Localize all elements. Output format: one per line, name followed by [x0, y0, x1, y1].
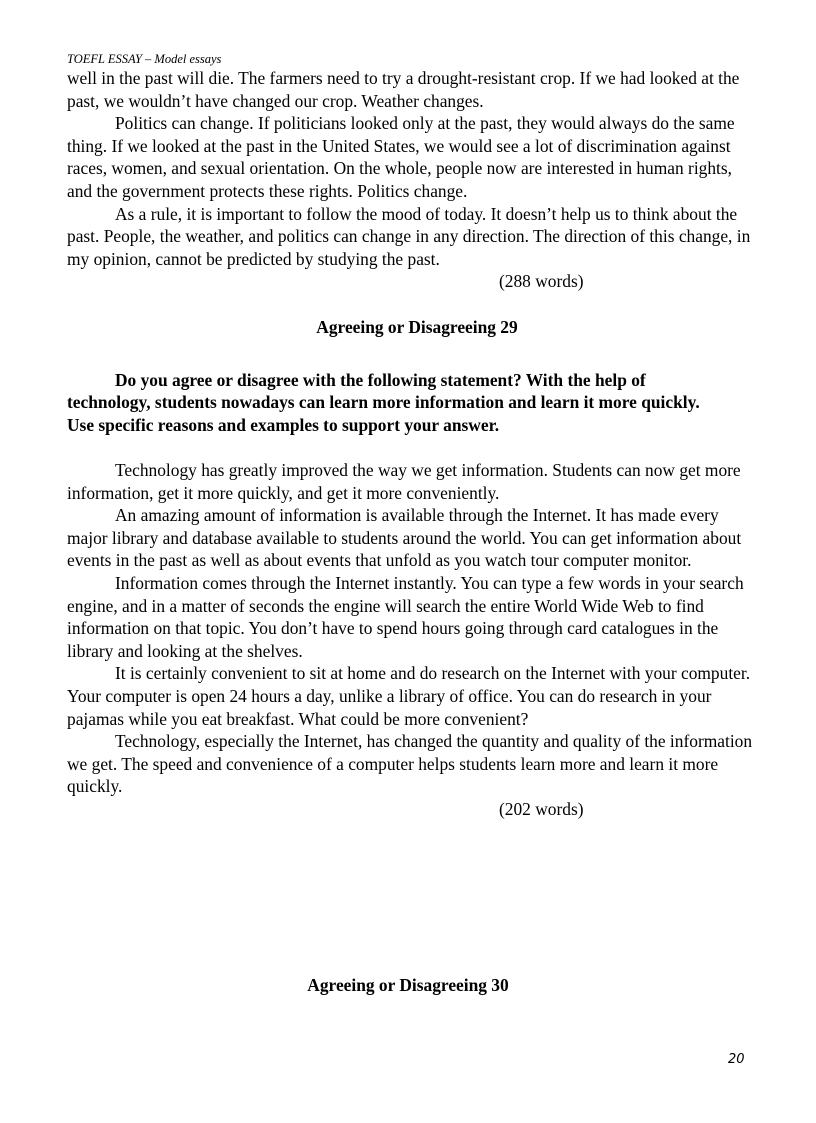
paragraph: It is certainly convenient to sit at home and do research on the Internet with your computer. Your computer is open 24 hours a day, unlike a library of office. You can do research in your pajamas while you eat breakfast. What could be more convenient?: [67, 663, 751, 729]
word-count: (288 words): [499, 271, 584, 292]
paragraph: As a rule, it is important to follow the mood of today. It doesn’t help us to think about the past. People, the weather, and politics can change in any direction. The direction of this change, in my opinion, cannot be predicted by studying the past.: [67, 203, 751, 269]
running-header: TOEFL ESSAY – Model essays: [67, 52, 222, 66]
paragraph: Technology has greatly improved the way we get information. Students can now get more information, get it more quickly, and get it more conveniently.: [67, 460, 741, 503]
paragraph: Technology, especially the Internet, has changed the quantity and quality of the information we get. The speed and convenience of a computer helps students learn more and learn it more quickly.: [67, 731, 753, 797]
paragraph: well in the past will die. The farmers need to try a drought-resistant crop. If we had looked at the past, we wouldn’t have changed our crop. Weather changes.: [67, 68, 740, 111]
essay-question: Do you agree or disagree with the following statement? With the help of technology, students nowadays can learn more information and learn it more quickly. Use specific reasons and examples to support your answer.: [67, 369, 700, 435]
section-heading: Agreeing or Disagreeing 29: [316, 316, 518, 337]
paragraph: Information comes through the Internet instantly. You can type a few words in your search engine, and in a matter of seconds the engine will search the entire World Wide Web to find information on that topic. You don’t have to spend hours going through card catalogues in the library and looking at the shelves.: [67, 573, 744, 661]
section-heading: Agreeing or Disagreeing 30: [307, 975, 509, 995]
word-count: (202 words): [499, 799, 584, 819]
body-text: [67, 67, 753, 821]
paragraph: Politics can change. If politicians looked only at the past, they would always do the same thing. If we looked at the past in the United States, we would see a lot of discrimination against races, women, and sexual orientation. On the whole, people now are interested in human rights, and the government protects these rights. Politics change.: [67, 113, 735, 201]
paragraph: An amazing amount of information is available through the Internet. It has made every major library and database available to students around the world. You can get information about events in the past as well as about events that unfold as you watch tour computer monitor.: [67, 505, 742, 571]
page-number: 20: [728, 1052, 745, 1067]
